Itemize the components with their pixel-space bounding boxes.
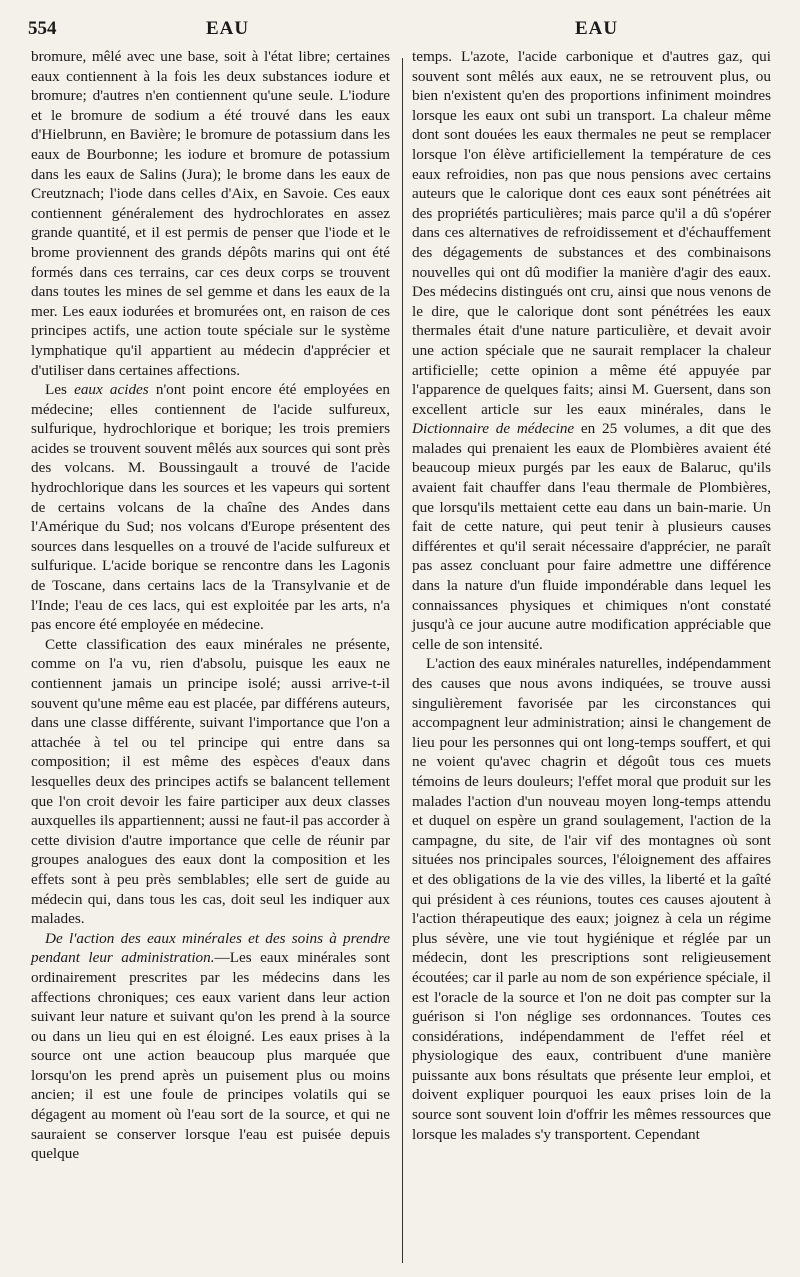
right-column bbox=[412, 47, 771, 1144]
section-heading: De l'action des eaux minérales et des soins à prendre pendant leur administration. bbox=[31, 929, 390, 967]
text-run: —Les eaux minérales sont ordinairement prescrites par les médecins dans les affections chroniques; ces eaux varient dans leur action suivant leur nature et suivant qu'on les prend à la source ou dans un lieu qui en est éloigné. Les eaux prises à la source ont une action beaucoup plus marquée que lorsqu'on les prend après un puisement plus ou moins ancien; il est une foule de principes volatils qui se dégagent au moment où l'eau sort de la source, et qui ne sauraient se conserver lorsque l'eau est puisée depuis quelque bbox=[31, 949, 391, 1163]
page-number: 554 bbox=[28, 18, 57, 39]
left-column bbox=[31, 47, 390, 1164]
text-run: n'ont point encore été employées en médecine; elles contiennent de l'acide sulfureux, sulfurique, hydrochlorique et borique; les trois premiers acides se trouvent souvent mêlés aux sources qui sont près des volcans. M. Boussingault a trouvé de l'acide hydrochlorique dans les sources et les vapeurs qui sortent de certains volcans de la chaîne des Andes dans l'Amérique du Sud; nos volcans d'Europe présentent des sources dans lesquelles on a trouvé de l'acide sulfureux et sulfurique. L'acide borique se rencontre dans les Lagonis de Toscane, dans certains lacs de la Transylvanie et de l'Inde; l'eau de ces lacs, qui est exploitée par les arts, n'a pas encore été employée en médecine. bbox=[31, 381, 390, 634]
italic-title: Dictionnaire de médecine bbox=[412, 420, 575, 438]
text-run: temps. L'azote, l'acide carbonique et d'autres gaz, qui souvent sont mêlés aux eaux, ne se retrouvent plus, ou bien n'existent qu'en des proportions infiniment moindres lorsque les eaux ont subi un transport. La chaleur même dont sont douées les eaux thermales ne peut se remplacer lorsque l'on élève artificiellement la température de ces eaux refroidies, non pas que nous pensions avec certains auteurs que le calorique dont ces eaux sont pénétrées ait des propriétés particulières; mais parce qu'il a dû s'opérer dans ces alternatives de refroidissement et d'échauffement des dégagements de substances et des combinaisons nouvelles qui ont dû modifier la manière d'agir des eaux. Des médecins distingués ont cru, ainsi que nous venons de le dire, que le calorique dont sont pénétrées les eaux thermales était d'une nature particulière, et devait avoir une action spéciale que ne saurait remplacer la chaleur artificielle; cette opinion a même été appuyée par l'apparence de quelques faits; ainsi M. Guersent, dans son excellent article sur les eaux minérales, dans le bbox=[412, 48, 771, 418]
running-head-left: EAU bbox=[206, 18, 250, 39]
column-divider bbox=[402, 58, 403, 1263]
paragraph-gases-heat bbox=[412, 47, 771, 654]
paragraph-iodine-bromine: bromure, mêlé avec une base, soit à l'état libre; certaines eaux contiennent à la fois les deux substances iodure et bromure; d'autres n'en contiennent qu'une seule. L'iodure et le bromure de sodium a été trouvé dans les eaux d'Hielbrunn, en Bavière; le bromure de potassium dans les eaux de Bourbonne; les iodure et bromure de potassium dans les eaux de Salins (Jura); le brome dans les eaux de Creutznach; l'iode dans celles d'Aix, en Savoie. Ces eaux contiennent généralement des hydrochlorates en assez grande quantité, et il est permis de penser que l'iode et le brome proviennent des grands dépôts marins qui ont été formés dans ces terrains, car ces deux corps se trouvent dans toutes les mines de sel gemme et dans les eaux de la mer. Les eaux iodurées et bromurées ont, en raison de ces principes actifs, une action toute spéciale sur le système lymphatique qu'il appartient au médecin d'apprécier et d'utiliser dans certaines affections. bbox=[31, 48, 390, 379]
page-header bbox=[0, 18, 800, 48]
paragraph-acid-waters bbox=[31, 380, 390, 635]
running-head-right: EAU bbox=[575, 18, 619, 39]
paragraph-section-action bbox=[31, 929, 390, 1164]
paragraph-natural-action: L'action des eaux minérales naturelles, indépendamment des causes que nous avons indiquées, se trouve aussi singulièrement favorisée par les circonstances qui accompagnent leur administration; ainsi le changement de lieu pour les personnes qui ont long-temps souffert, et qui ne voient qu'avec chagrin et dégoût tous ces muets témoins de leurs douleurs; l'effet moral que produit sur les malades l'action d'un nouveau moyen long-temps attendu et duquel on espère un grand soulagement, l'action de la campagne, du site, de l'air vif des montagnes où sont situées nos principales sources, l'éloignement des affaires et des obligations de la vie des villes, la liberté et la gaîté qui président à ces réunions, toutes ces causes ajoutent à l'action thérapeutique des eaux; joignez à cela un régime plus sévère, une vie tout hygiénique et réglée par un médecin, dont les prescriptions sont religieusement écoutées; car il parle au nom de son expérience spéciale, il est l'oracle de la source et l'on ne doit pas compter sur la guérison si l'on néglige ses ordonnances. Toutes ces considérations, indépendamment de l'effet réel et physiologique des eaux, contribuent d'une manière puissante aux bons résultats que présente leur emploi, et doivent expliquer pourquoi les eaux prises loin de la source sont souvent loin d'offrir les mêmes ressources que lorsque les malades s'y transportent. Cependant bbox=[412, 655, 771, 1143]
paragraph-classification: Cette classification des eaux minérales ne présente, comme on l'a vu, rien d'absolu, puisque les eaux ne contiennent jamais un principe isolé; aussi arrive-t-il souvent qu'une même eau est placée, par différens auteurs, dans une classe différente, suivant l'importance que l'on a attachée à tel ou tel principe qui entre dans sa composition; il est même des espèces d'eaux dans lesquelles deux des principes actifs se balancent tellement que l'on croit devoir les faire participer aux deux classes auxquelles ils appartiennent; aussi ne faut-il pas accorder à cette division d'autre importance que celle de réunir par groupes analogues des eaux dont la composition et les effets sont à peu près semblables; elle sert de guide au médecin qui, dans tous les cas, doit seul les indiquer aux malades. bbox=[31, 635, 390, 928]
text-run: Les bbox=[45, 381, 75, 399]
italic-term: eaux acides bbox=[74, 381, 149, 399]
text-run: en 25 volumes, a dit que des malades qui prenaient les eaux de Plombières avaient été beaucoup mieux purgés par les eaux de Balaruc, qu'ils avaient fait chauffer dans l'eau thermale de Plombières, que lorsqu'ils mettaient cette eau dans un bain-marie. Un fait de cette nature, qui peut tenir à plusieurs causes différentes et qu'il serait nécessaire d'apprécier, ne paraît pas assez concluant pour faire admettre une différence dans la nature d'un fluide impondérable dans lequel les connaissances physiques et chimiques n'ont constaté jusqu'à ce jour aucune autre modification appréciable que celle de son intensité. bbox=[412, 420, 771, 653]
